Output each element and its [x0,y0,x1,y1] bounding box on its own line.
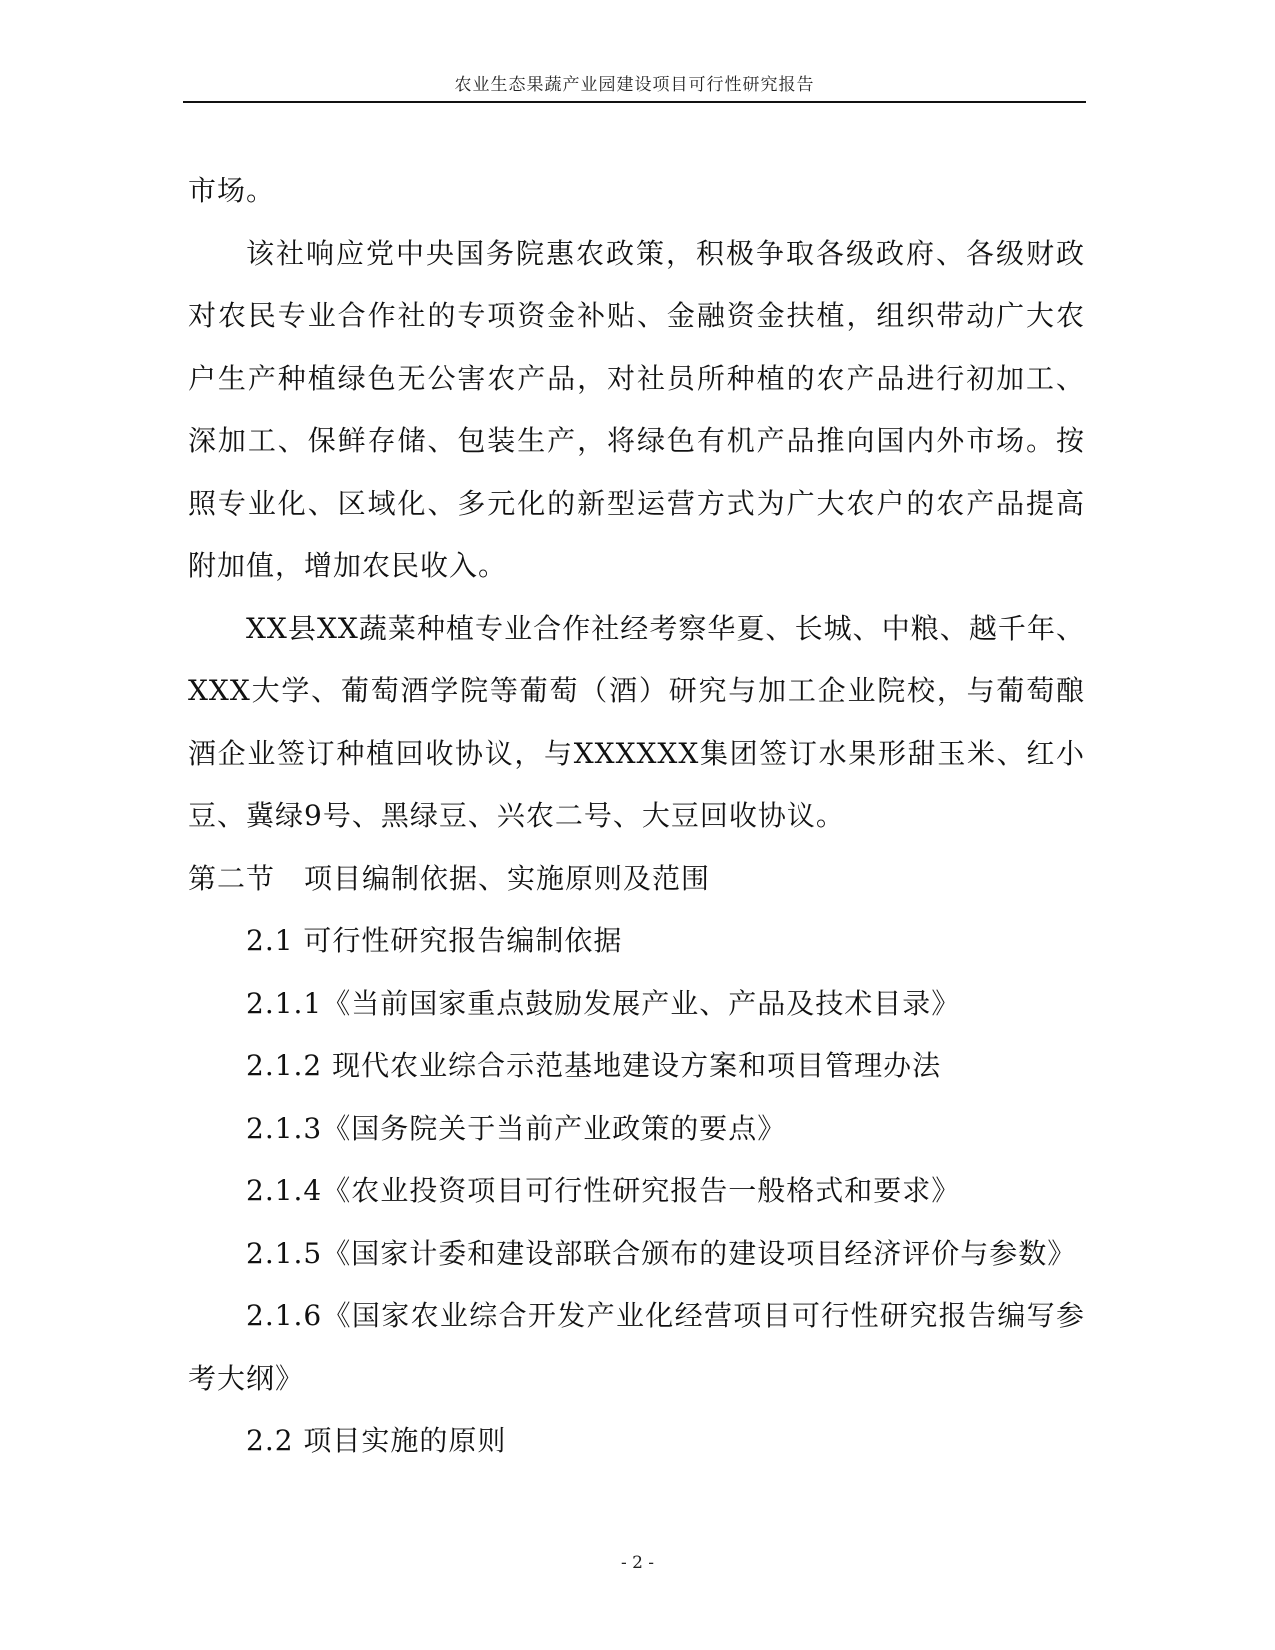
section-heading: 第二节 项目编制依据、实施原则及范围 [188,861,711,895]
paragraph-policy: 该社响应党中央国务院惠农政策，积极争取各级政府、各级财政对农民专业合作社的专项资金补贴、金融资金扶植，组织带动广大农户生产种植绿色无公害农产品，对社员所种植的农产品进行初加工、深加工、保鲜存储、包装生产，将绿色有机产品推向国内外市场。按照专业化、区域化、多元化的新型运营方式为广大农户的农产品提高附加值，增加农民收入。 [188,236,1085,582]
basis-item: 2.1.6《国家农业综合开发产业化经营项目可行性研究报告编写参考大纲》 [188,1299,1085,1395]
basis-item: 2.1.1《当前国家重点鼓励发展产业、产品及技术目录》 [246,986,961,1020]
basis-item: 2.1.3《国务院关于当前产业政策的要点》 [246,1111,787,1145]
subsection-heading-2-2: 2.2 项目实施的原则 [246,1424,507,1457]
paragraph-agreements: XX县XX蔬菜种植专业合作社经考察华夏、长城、中粮、越千年、XXX大学、葡萄酒学院等葡萄（酒）研究与加工企业院校，与葡萄酿酒企业签订种植回收协议，与XXXXXX集团签订水果形甜玉米、红小豆、冀绿9号、黑绿豆、兴农二号、大豆回收协议。 [188,611,1085,832]
basis-item: 2.1.2 现代农业综合示范基地建设方案和项目管理办法 [246,1049,942,1082]
basis-item: 2.1.4《农业投资项目可行性研究报告一般格式和要求》 [246,1174,961,1207]
running-header: 农业生态果蔬产业园建设项目可行性研究报告 [454,75,815,95]
document-body [188,160,1085,1473]
page-number: - 2 - [620,1553,655,1573]
subsection-heading-2-1: 2.1 可行性研究报告编制依据 [246,924,623,957]
header-rule [183,101,1086,103]
paragraph-continuation: 市场。 [188,174,276,207]
basis-item: 2.1.5《国家计委和建设部联合颁布的建设项目经济评价与参数》 [246,1236,1077,1270]
